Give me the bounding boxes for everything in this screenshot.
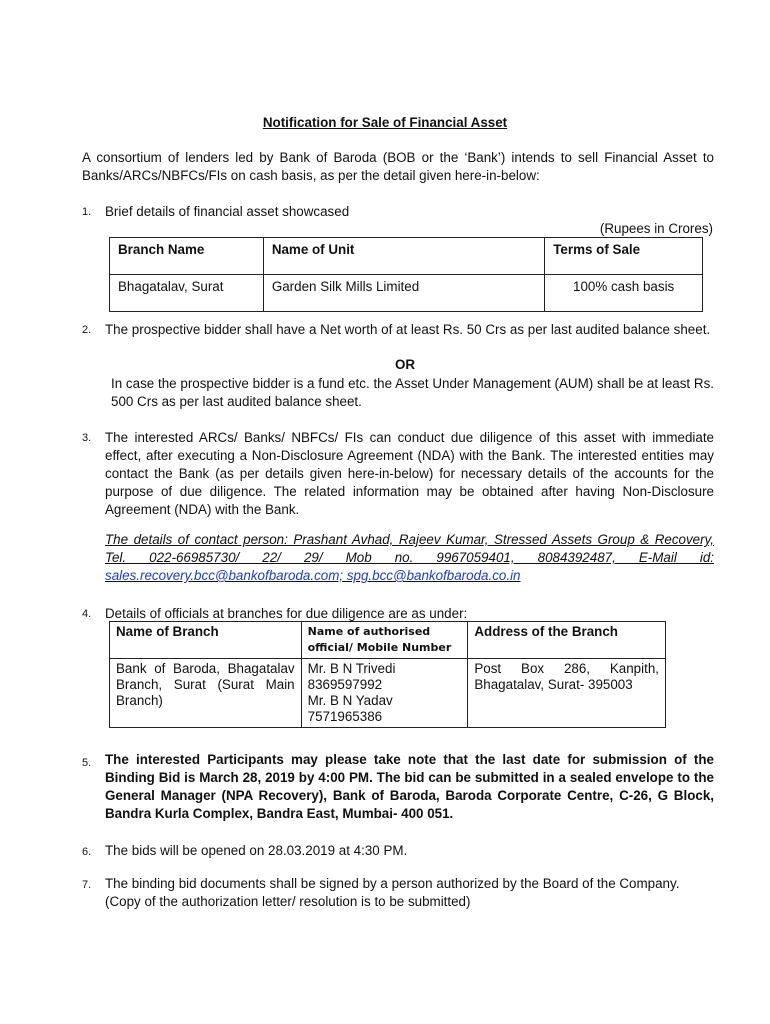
contact-person-text: The details of contact person: Prashant Avhad, Rajeev Kumar, Stressed Assets Group & Recovery, Tel. 022-66985730/ 22/ 29/ Mob no. 9967059401, 8084392487, E-Mail id: (105, 532, 714, 565)
table-row (110, 275, 703, 312)
officials-branch-cell: Bank of Baroda, Bhagatalav Branch, Surat (Surat Main Branch) (110, 659, 302, 728)
item-4-number: 4. (82, 608, 92, 620)
asset-table-header-row (110, 238, 703, 275)
asset-table (109, 237, 703, 312)
item-2-text: The prospective bidder shall have a Net worth of at least Rs. 50 Crs as per last audited balance sheet. (105, 322, 711, 337)
item-7-text: The binding bid documents shall be signed by a person authorized by the Board of the Company. (Copy of the authorization letter/ resolution is to be submitted) (105, 876, 680, 909)
intro-paragraph: A consortium of lenders led by Bank of Baroda (BOB or the ‘Bank’) intends to sell Financial Asset to Banks/ARCs/NBFCs/FIs on cash basis, as per the detail given here-in-below: (82, 150, 714, 183)
or-separator: OR (394, 357, 416, 372)
asset-table-header-terms: Terms of Sale (545, 238, 703, 275)
contact-details (105, 531, 714, 585)
page-title: Notification for Sale of Financial Asset (262, 115, 508, 130)
officials-header-official: Name of authorised official/ Mobile Number (301, 622, 468, 659)
item-5-number: 5. (82, 757, 92, 769)
item-1-text: Brief details of financial asset showcased (105, 204, 350, 219)
asset-terms-cell: 100% cash basis (545, 275, 703, 312)
asset-unit-cell: Garden Silk Mills Limited (263, 275, 544, 312)
item-7-number: 7. (82, 879, 92, 891)
contact-emails-link[interactable]: sales.recovery.bcc@bankofbaroda.com; spg.bcc@bankofbaroda.co.in (105, 568, 521, 583)
asset-branch-cell: Bhagatalav, Surat (110, 275, 264, 312)
unit-note: (Rupees in Crores) (599, 221, 713, 236)
asset-table-header-unit: Name of Unit (263, 238, 544, 275)
officials-header-address: Address of the Branch (468, 622, 666, 659)
item-3-text: The interested ARCs/ Banks/ NBFCs/ FIs can conduct due diligence of this asset with immediate effect, after executing a Non-Disclosure Agreement (NDA) with the Bank. The interested entities may contact the Bank (as per details given here-in-below) for necessary details of the accounts for the purpose of due diligence. The related information may be obtained after having Non-Disclosure Agreement (NDA) with the Bank. (105, 430, 714, 517)
asset-table-header-branch: Branch Name (110, 238, 264, 275)
item-5-text: The interested Participants may please take note that the last date for submission of the Binding Bid is March 28, 2019 by 4:00 PM. The bid can be submitted in a sealed envelope to the General Manager (NPA Recovery), Bank of Baroda, Baroda Corporate Centre, C-26, G Block, Bandra Kurla Complex, Bandra East, Mumbai- 400 051. (105, 752, 714, 821)
officials-address-cell: Post Box 286, Kanpith, Bhagatalav, Surat- 395003 (468, 659, 666, 728)
item-2-number: 2. (82, 324, 92, 336)
item-2-alternative: In case the prospective bidder is a fund etc. the Asset Under Management (AUM) shall be at least Rs. 500 Crs as per last audited balance sheet. (111, 376, 714, 409)
item-3-number: 3. (82, 432, 92, 444)
officials-header-branch: Name of Branch (110, 622, 302, 659)
item-1-number: 1. (82, 206, 92, 218)
officials-table (109, 621, 666, 728)
officials-contact-cell: Mr. B N Trivedi 8369597992 Mr. B N Yadav 7571965386 (301, 659, 468, 728)
item-6-text: The bids will be opened on 28.03.2019 at 4:30 PM. (105, 843, 408, 858)
table-row (110, 659, 666, 728)
officials-table-header-row (110, 622, 666, 659)
item-4-text: Details of officials at branches for due diligence are as under: (105, 606, 468, 621)
item-6-number: 6. (82, 846, 92, 858)
